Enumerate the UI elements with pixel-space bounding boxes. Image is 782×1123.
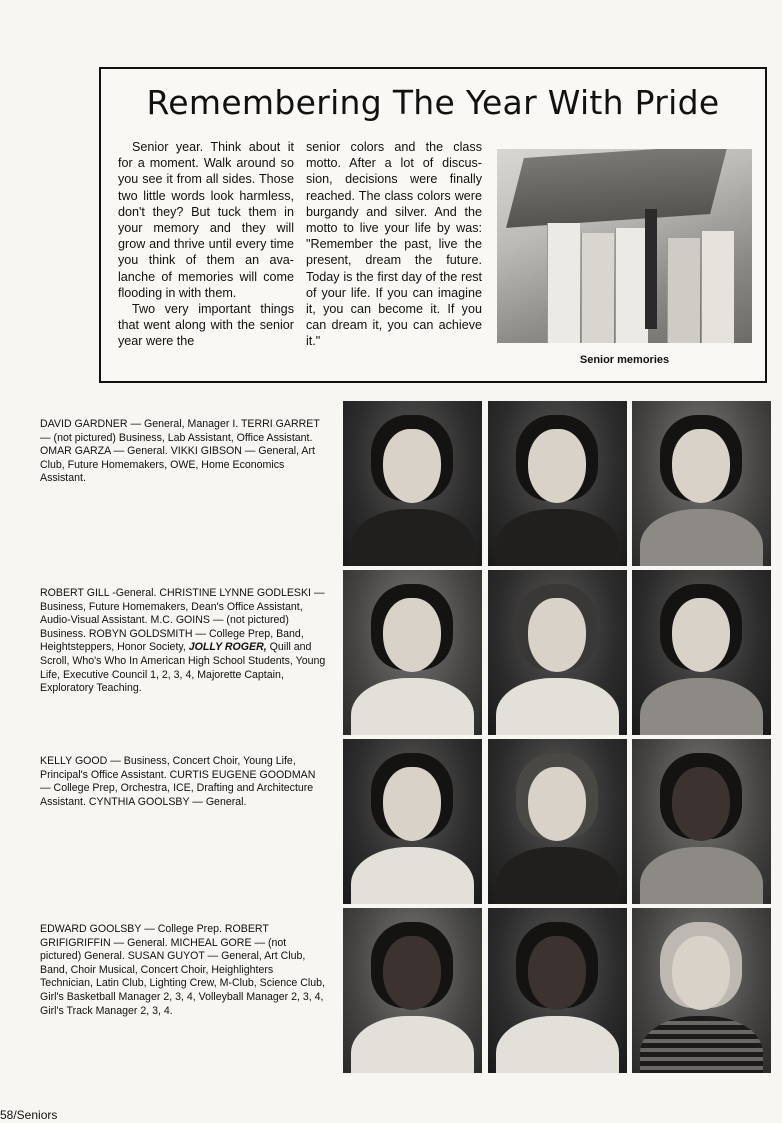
portrait-suit — [351, 509, 474, 566]
photo-caption: Senior memories — [579, 354, 670, 366]
portrait-david-gardner — [343, 401, 482, 566]
book — [615, 228, 648, 343]
portrait-face — [528, 429, 586, 503]
portrait-face — [528, 767, 586, 841]
page-folio: 58/Seniors — [0, 1108, 58, 1122]
portrait-face — [672, 936, 730, 1010]
page-headline: Remembering The Year With Pride — [146, 83, 720, 122]
portrait-robyn-goldsmith — [632, 570, 771, 735]
bio-text: Quill and Scroll, Who's Who In American High School Students, Young Life, Executive Council 1, 2, 3, 4, Majorette Captain, Exploratory Teaching. — [40, 641, 326, 695]
portrait-blouse — [640, 847, 763, 904]
portrait-face — [672, 429, 730, 503]
story-column-1 — [118, 139, 294, 350]
portrait-face — [383, 936, 441, 1010]
senior-bios-row-4: EDWARD GOOLSBY — College Prep. ROBERT GRIFIGRIFFIN — General. MICHEAL GORE — (not pictured) General. SUSAN GUYOT — General, Art Club, Band, Choir Musical, Concert Choir, Heighlighters Technician, Latin Club, Lighting Crew, M-Club, Science Club, Girl's Basketball Manager 2, 3, 4, Volleyball Manager 2, 3, 4, Girl's Track Manager 2, 3, 4. — [40, 923, 325, 1017]
portrait-robert-gill — [343, 570, 482, 735]
portrait-omar-garza — [488, 401, 627, 566]
portrait-face — [528, 936, 586, 1010]
senior-bios-row-1: DAVID GARDNER — General, Manager I. TERRI GARRET — (not pictured) Business, Lab Assistant, Office Assistant. OMAR GARZA — General. VIKKI GIBSON — General, Art Club, Future Homemakers, OWE, Home Economics Assistant. — [40, 418, 320, 485]
portrait-face — [383, 598, 441, 672]
portrait-christine-godleski — [488, 570, 627, 735]
bio-publication-name: JOLLY ROGER, — [188, 641, 267, 654]
portrait-sweater — [496, 678, 619, 735]
portrait-face — [383, 429, 441, 503]
story-paragraph-1: Senior year. Think about it for a moment. Walk around so you see it from all sides. Those two little words look harmless, don't they? But tuck them in your memory and they will grow and thrive until every time you think of them an ava- lanche of memories will come flooding in with them. — [118, 140, 294, 300]
portrait-robert-griffin — [488, 908, 627, 1073]
graduation-cap — [506, 149, 728, 228]
portrait-kelly-good — [343, 739, 482, 904]
portrait-suit — [351, 678, 474, 735]
story-paragraph-3: senior colors and the class motto. After a lot of discus- sion, decisions were finally reached. The class colors were burgandy and silver. And the motto to live your life by was: "Remember the past, live the present, dream the future. Today is the first day of the rest of your life. If you can imagine it, you can become it. If you can dream it, you can achieve it." — [306, 140, 482, 349]
portrait-suit — [496, 847, 619, 904]
book — [701, 231, 734, 343]
portrait-susan-guyot — [632, 908, 771, 1073]
portrait-sweater — [351, 847, 474, 904]
portrait-blouse — [640, 509, 763, 566]
portrait-vikki-gibson — [632, 401, 771, 566]
book — [581, 233, 614, 343]
tassel — [645, 209, 657, 329]
portrait-curtis-goodman — [488, 739, 627, 904]
portrait-face — [672, 767, 730, 841]
feature-box — [99, 67, 767, 383]
story-paragraph-2: Two very important things that went along with the senior year were the — [118, 302, 294, 349]
portrait-shirt — [351, 1016, 474, 1073]
portrait-cynthia-goolsby — [632, 739, 771, 904]
senior-memories-photo — [497, 149, 752, 343]
senior-bios-row-2 — [40, 587, 328, 696]
portrait-face — [383, 767, 441, 841]
portrait-suit — [496, 509, 619, 566]
portrait-face — [672, 598, 730, 672]
portrait-sweater — [640, 678, 763, 735]
portrait-striped-sweater — [640, 1016, 763, 1073]
bio-text: ROBERT GILL -General. CHRISTINE LYNNE GODLESKI — Business, Future Homemakers, Dean's Office Assistant, Audio-Visual Assistant. M.C. GOINS — (not pictured) Business. ROBYN GOLDSMITH — College Prep, Band, Heightsteppers, Honor Society, — [40, 587, 325, 654]
portrait-shirt — [496, 1016, 619, 1073]
book — [547, 223, 580, 343]
book — [667, 238, 700, 343]
story-column-2 — [306, 139, 482, 350]
portrait-edward-goolsby — [343, 908, 482, 1073]
portrait-face — [528, 598, 586, 672]
senior-bios-row-3: KELLY GOOD — Business, Concert Choir, Young Life, Principal's Office Assistant. CURTIS EUGENE GOODMAN — College Prep, Orchestra, ICE, Drafting and Architecture Assistant. CYNTHIA GOOLSBY — General. — [40, 755, 316, 808]
